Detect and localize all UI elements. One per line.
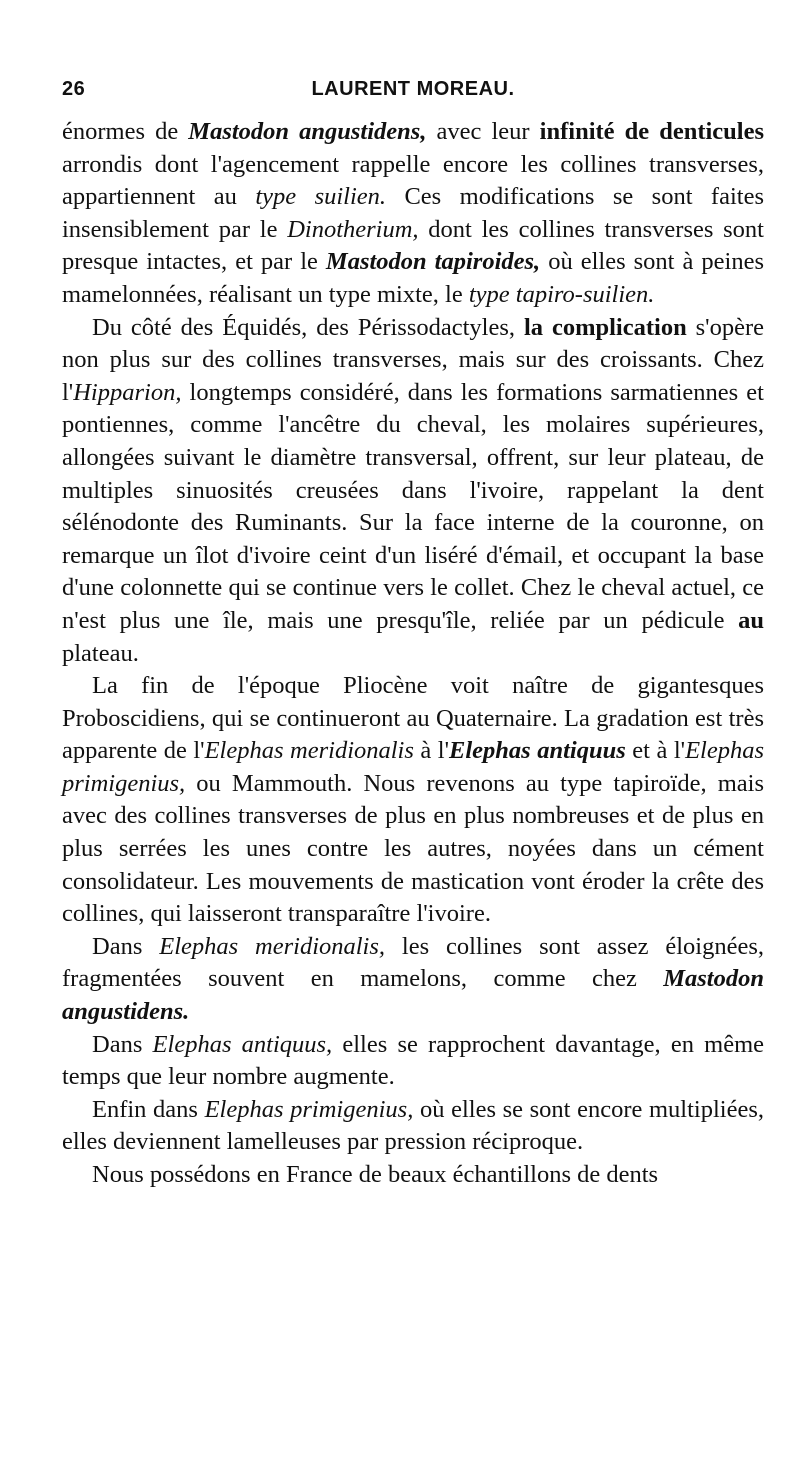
emphasized-text: la complication (523, 313, 687, 341)
running-head: LAURENT MOREAU. (311, 78, 515, 100)
page-number: 26 (62, 78, 86, 100)
emphasized-text: Elephas antiquus (449, 737, 626, 765)
emphasized-text: type tapiro-suilien. (468, 280, 655, 308)
paragraph (62, 116, 764, 312)
emphasized-text: Dinotherium, (287, 215, 419, 243)
text-run: à l' (413, 737, 450, 765)
paragraph (62, 931, 764, 1029)
emphasized-text: Elephas meridionalis, (159, 932, 386, 960)
text-run: Enfin dans (92, 1095, 205, 1123)
text-run: où elles se sont encore multipliées, elles deviennent lamelleuses par pression réciproque. (62, 1095, 765, 1156)
paragraph (62, 670, 764, 931)
text-run: Nous possédons en France de beaux échantillons de dents (92, 1161, 659, 1188)
text-run: elles se rapprochent davantage, en même temps que leur nombre augmente. (62, 1030, 764, 1091)
text-run: arrondis dont l'agencement rappelle encore les collines transverses, appartiennent au (62, 150, 764, 211)
paragraph (62, 1029, 764, 1094)
emphasized-text: Mastodon angustidens, (188, 118, 427, 145)
text-run: et à l' (625, 737, 686, 765)
emphasized-text: Mastodon angustidens. (62, 965, 764, 1026)
text-run: les collines sont assez éloignées, fragmentées souvent en mamelons, comme chez (62, 932, 764, 993)
text-run: La fin de l'époque Pliocène voit naître de gigantesques Proboscidiens, qui se continueront au Quaternaire. La gradation est très apparente de l' (62, 672, 764, 765)
text-run: énormes de (62, 118, 189, 145)
page (62, 76, 764, 1192)
text-run: Dans (92, 1030, 153, 1058)
emphasized-text: Elephas primigenius, (62, 737, 764, 797)
emphasized-text: Elephas meridionalis (204, 737, 414, 765)
emphasized-text: infinité de denticules (539, 118, 765, 145)
text-run: Du côté des Équidés, des Périssodactyles, (92, 313, 524, 341)
emphasized-text: type suilien. (255, 183, 387, 211)
text-run: ou Mammouth. Nous revenons au type tapiroïde, mais avec des collines transverses de plus en plus nombreuses et de plus en plus serrées les unes contre les autres, noyées dans un cément consolidateur. Les mouvements de mastication vont éroder la crête des collines, qui laisseront transparaître l'ivoire. (62, 769, 764, 928)
text-run: dont les collines transverses sont presque intactes, et par le (62, 215, 764, 276)
emphasized-text: Hipparion, (73, 378, 182, 406)
text-run: s'opère non plus sur des collines transverses, mais sur des croissants. Chez l' (62, 313, 765, 406)
text-run: Dans (92, 932, 160, 960)
text-run: longtemps considéré, dans les formations sarmatiennes et pontiennes, comme l'ancêtre du cheval, les molaires supérieures, allongées suivant le diamètre transversal, offrent, sur leur plateau, de multiples sinuosités creusées dans l'ivoire, rappelant la dent sélénodonte des Ruminants. Sur la face interne de la couronne, on remarque un îlot d'ivoire ceint d'un liséré d'émail, et occupant la base d'une colonnette qui se continue vers le collet. Chez le cheval actuel, ce n'est plus une île, mais une presqu'île, reliée par un pédicule (62, 378, 764, 634)
emphasized-text: Elephas antiquus, (152, 1030, 333, 1058)
emphasized-text: Elephas primigenius, (204, 1095, 414, 1123)
body-text (62, 116, 764, 1192)
emphasized-text: au (738, 606, 764, 634)
text-run: où elles sont à peines mamelonnées, réalisant un type mixte, le (62, 248, 764, 308)
text-run: plateau. (62, 639, 139, 667)
text-run: Ces modifications se sont faites insensiblement par le (62, 183, 764, 243)
paragraph (62, 1094, 764, 1159)
paragraph (62, 1159, 764, 1192)
text-run: avec leur (426, 118, 540, 145)
paragraph (62, 312, 764, 671)
emphasized-text: Mastodon tapiroides, (325, 248, 541, 276)
page-header (62, 76, 764, 116)
